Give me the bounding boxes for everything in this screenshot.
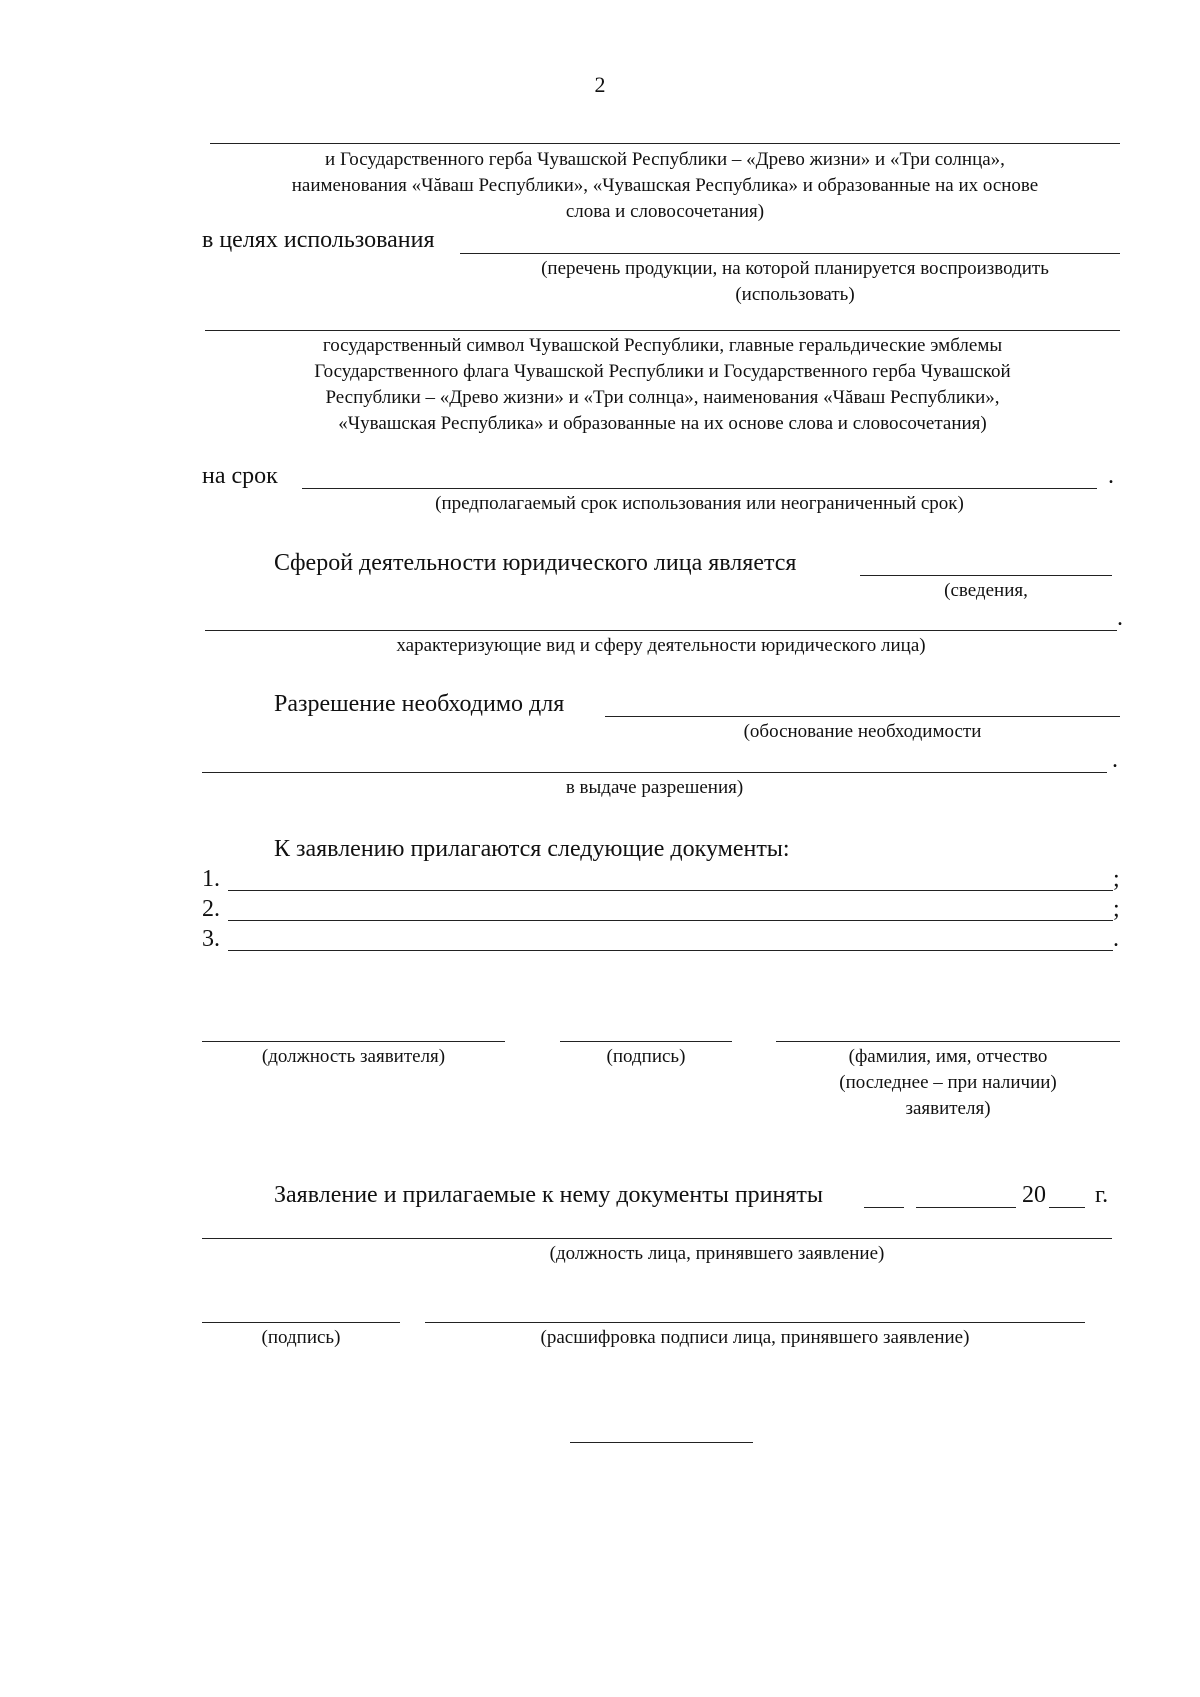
document-item-1-field[interactable] [228,890,1113,891]
accepting-decoding-caption: (расшифровка подписи лица, принявшего заявление) [540,1327,970,1348]
term-label: на срок [202,463,278,489]
permission-field-line[interactable] [605,716,1120,717]
document-item-3-number: 3. [202,926,220,952]
document-item-3-end: . [1113,926,1119,952]
accepting-person-position-field[interactable] [202,1238,1112,1239]
accepted-year-prefix: 20 [1022,1182,1046,1208]
accepted-label: Заявление и прилагаемые к нему документы приняты [274,1182,824,1208]
applicant-fio-caption-3: заявителя) [905,1098,991,1119]
permission-label: Разрешение необходимо для [274,691,565,717]
accepted-day-field[interactable] [864,1207,904,1208]
applicant-fio-caption-1: (фамилия, имя, отчество [848,1046,1048,1067]
accepted-year-suffix: г. [1095,1182,1109,1208]
products-field-line[interactable] [205,330,1120,331]
document-item-3-field[interactable] [228,950,1113,951]
purpose-caption-line-2: (использовать) [735,284,855,305]
purpose-label: в целях использования [202,227,435,253]
document-item-1-number: 1. [202,866,220,892]
document-item-1-end: ; [1113,866,1120,892]
term-field-line[interactable] [302,488,1097,489]
caption-products-line-4: «Чувашская Республика» и образованные на их основе слова и словосочетания) [338,413,987,434]
sphere-field-line[interactable] [860,575,1112,576]
applicant-signature-caption: (подпись) [606,1046,686,1067]
caption-symbols-line-3: слова и словосочетания) [565,201,765,222]
caption-products-line-3: Республики – «Древо жизни» и «Три солнца», наименования «Чăваш Республики», [325,387,1000,408]
applicant-position-field[interactable] [202,1041,505,1042]
accepted-month-field[interactable] [916,1207,1016,1208]
accepting-signature-caption: (подпись) [261,1327,341,1348]
caption-products-line-2: Государственного флага Чувашской Республики и Государственного герба Чувашской [314,361,1011,382]
documents-label: К заявлению прилагаются следующие документы: [274,836,790,862]
accepting-signature-field[interactable] [202,1322,400,1323]
end-separator-line [570,1442,753,1443]
caption-symbols-line-2: наименования «Чăваш Республики», «Чувашская Республика» и образованные на их основе [291,175,1039,196]
permission-caption-2: в выдаче разрешения) [565,777,744,798]
page-number: 2 [594,72,606,97]
caption-symbols-line-1: и Государственного герба Чувашской Республики – «Древо жизни» и «Три солнца», [325,149,1005,170]
permission-end: . [1112,747,1118,773]
accepted-year-field[interactable] [1049,1207,1085,1208]
document-item-2-end: ; [1113,896,1120,922]
document-item-2-field[interactable] [228,920,1113,921]
purpose-caption-line-1: (перечень продукции, на которой планируется воспроизводить [541,258,1049,279]
applicant-signature-field[interactable] [560,1041,732,1042]
sphere-caption-2: характеризующие вид и сферу деятельности юридического лица) [396,635,926,656]
applicant-position-caption: (должность заявителя) [261,1046,446,1067]
sphere-end: . [1117,605,1123,631]
document-item-2-number: 2. [202,896,220,922]
sphere-label: Сферой деятельности юридического лица является [274,550,797,576]
caption-products-line-1: государственный символ Чувашской Республики, главные геральдические эмблемы [322,335,1003,356]
sphere-field-line-2[interactable] [205,630,1117,631]
term-caption: (предполагаемый срок использования или неограниченный срок) [435,493,964,514]
permission-field-line-2[interactable] [202,772,1107,773]
permission-caption-1: (обоснование необходимости [743,721,982,742]
applicant-fio-field[interactable] [776,1041,1120,1042]
accepting-person-position-caption: (должность лица, принявшего заявление) [549,1243,885,1264]
sphere-caption-1: (сведения, [944,580,1028,601]
field-line-symbols-continued [210,143,1120,144]
accepting-decoding-field[interactable] [425,1322,1085,1323]
term-end: . [1108,463,1114,489]
purpose-field-line[interactable] [460,253,1120,254]
applicant-fio-caption-2: (последнее – при наличии) [839,1072,1057,1093]
